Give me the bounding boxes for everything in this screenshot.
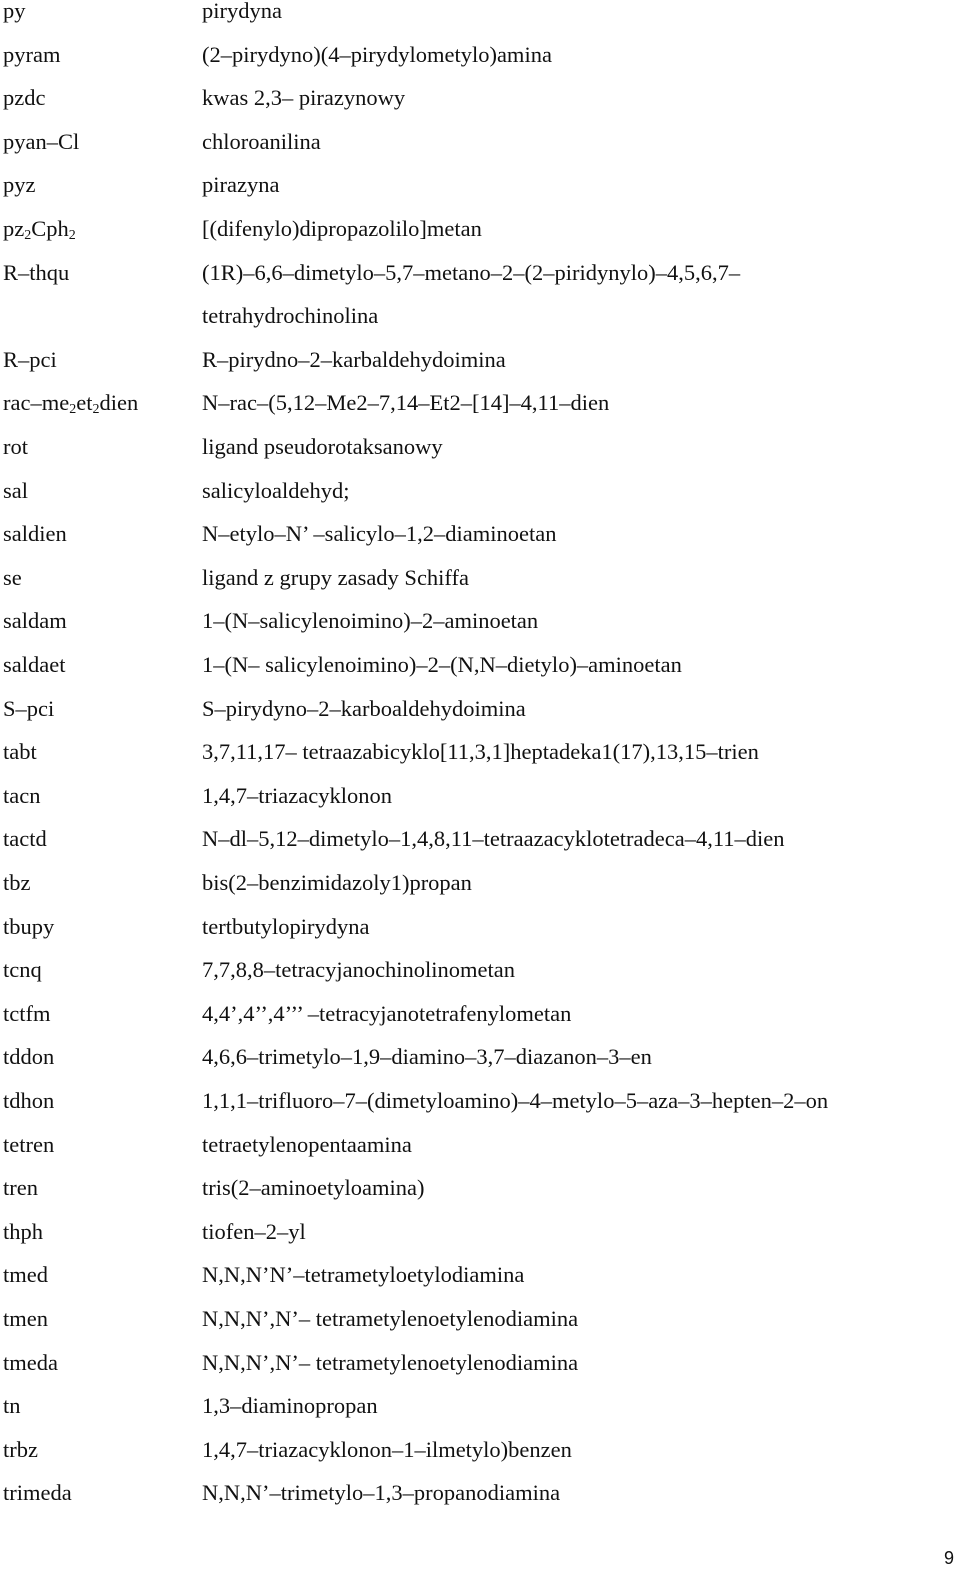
abbreviation-definition: pirazyna: [202, 172, 280, 198]
abbreviation-row: [0, 218, 960, 262]
abbreviation-term: tbz: [3, 870, 31, 895]
abbreviation-row: [0, 959, 960, 1003]
abbreviation-definition: 1,4,7–triazacyklonon–1–ilmetylo)benzen: [202, 1436, 572, 1462]
abbreviation-row: [0, 1177, 960, 1221]
abbreviation-row: [0, 0, 960, 44]
abbreviation-row: [0, 346, 960, 393]
abbreviation-term: se: [3, 564, 22, 590]
abbreviation-term: tcnq: [3, 957, 42, 983]
abbreviation-part: pz: [3, 216, 25, 241]
abbreviation-definition: [(difenylo)dipropazolilo]metan: [202, 216, 482, 241]
abbreviation-term: tren: [3, 1175, 38, 1201]
abbreviation-row: [0, 41, 960, 88]
abbreviation-term: saldaet: [3, 652, 66, 677]
abbreviation-part: Cph: [31, 216, 69, 241]
abbreviation-row: [0, 305, 960, 349]
abbreviation-row: [0, 87, 960, 131]
abbreviation-definition: N–rac–(5,12–Me2–7,14–Et2–[14]–4,11–dien: [202, 390, 610, 416]
page-number: 9: [944, 1548, 955, 1568]
abbreviation-term: tbupy: [3, 913, 55, 939]
abbreviation-term: sal: [3, 477, 28, 503]
abbreviation-term: pyz: [3, 172, 36, 198]
abbreviation-definition: 1–(N–salicylenoimino)–2–aminoetan: [202, 608, 539, 634]
subscript: 2: [24, 228, 32, 243]
abbreviation-term: [3, 216, 76, 243]
abbreviation-row: [0, 128, 960, 175]
abbreviation-term: pyan–Cl: [3, 128, 80, 154]
abbreviation-definition: N,N,N’,N’– tetrametylenoetylenodiamina: [202, 1306, 579, 1331]
abbreviation-term: saldien: [3, 521, 67, 547]
abbreviation-term: thph: [3, 1218, 44, 1244]
abbreviation-part: rac–me: [3, 390, 70, 416]
abbreviation-term: tactd: [3, 826, 47, 852]
abbreviation-definition: N,N,N’N’–tetrametyloetylodiamina: [202, 1262, 525, 1288]
abbreviation-definition: 1,1,1–trifluoro–7–(dimetyloamino)–4–metylo–5–aza–3–hepten–2–on: [202, 1088, 829, 1113]
abbreviation-term: tetren: [3, 1131, 55, 1157]
abbreviation-row: [0, 564, 960, 611]
abbreviation-definition: R–pirydno–2–karbaldehydoimina: [202, 346, 506, 372]
abbreviation-term: R–pci: [3, 346, 57, 372]
abbreviation-definition: salicyloaldehyd;: [202, 477, 350, 503]
abbreviation-term: tmeda: [3, 1349, 58, 1375]
abbreviation-row: [0, 174, 960, 218]
abbreviation-definition: 7,7,8,8–tetracyjanochinolinometan: [202, 957, 516, 983]
abbreviation-row: [0, 392, 960, 436]
abbreviation-definition: 1,4,7–triazacyklonon: [202, 782, 392, 808]
abbreviation-term: trimeda: [3, 1480, 72, 1506]
abbreviation-term: [3, 390, 139, 418]
abbreviation-row: [0, 654, 960, 698]
abbreviation-row: [0, 610, 960, 654]
abbreviation-term: rot: [3, 434, 28, 459]
abbreviation-row: [0, 477, 960, 524]
abbreviation-definition: N,N,N’,N’– tetrametylenoetylenodiamina: [202, 1349, 579, 1375]
abbreviation-definition: bis(2–benzimidazoly1)propan: [202, 870, 472, 895]
abbreviation-row: [0, 1046, 960, 1090]
abbreviation-definition: kwas 2,3– pirazynowy: [202, 85, 406, 111]
abbreviation-row: [0, 1349, 960, 1396]
abbreviation-definition: pirydyna: [202, 0, 282, 23]
abbreviation-row: [0, 1000, 960, 1047]
abbreviation-definition: N–etylo–N’ –salicylo–1,2–diaminoetan: [202, 521, 557, 547]
abbreviation-term: tddon: [3, 1044, 55, 1070]
abbreviation-definition: tertbutylopirydyna: [202, 913, 370, 939]
abbreviation-row: [0, 782, 960, 829]
abbreviation-term: py: [3, 0, 26, 23]
abbreviation-definition: 1,3–diaminopropan: [202, 1393, 378, 1419]
abbreviation-definition: tiofen–2–yl: [202, 1218, 306, 1244]
abbreviation-term: tn: [3, 1393, 21, 1419]
abbreviation-term: tabt: [3, 739, 37, 765]
abbreviation-definition: chloroanilina: [202, 128, 321, 154]
abbreviation-definition: N,N,N’–trimetylo–1,3–propanodiamina: [202, 1480, 561, 1506]
abbreviation-row: [0, 913, 960, 960]
abbreviation-definition: ligand z grupy zasady Schiffa: [202, 564, 470, 590]
abbreviation-row: [0, 1131, 960, 1178]
abbreviation-term: R–thqu: [3, 259, 70, 285]
abbreviation-definition: 4,6,6–trimetylo–1,9–diamino–3,7–diazanon–3–en: [202, 1044, 652, 1070]
abbreviation-term: tmed: [3, 1262, 48, 1288]
abbreviation-row: [0, 1308, 960, 1352]
abbreviation-term: S–pci: [3, 695, 55, 721]
abbreviation-term: tacn: [3, 782, 41, 808]
abbreviation-row: [0, 1436, 960, 1483]
abbreviation-definition: tetrahydrochinolina: [202, 303, 379, 329]
abbreviation-row: [0, 259, 960, 306]
abbreviation-definition: tris(2–aminoetyloamina): [202, 1175, 425, 1201]
abbreviation-term: trbz: [3, 1436, 38, 1462]
abbreviation-row: [0, 1482, 960, 1526]
abbreviation-definition: 4,4’,4’’,4’’’ –tetracyjanotetrafenylometan: [202, 1000, 572, 1026]
abbreviation-definition: 3,7,11,17– tetraazabicyklo[11,3,1]heptadeka1(17),13,15–trien: [202, 739, 759, 765]
abbreviation-row: [0, 828, 960, 872]
abbreviation-definition: (2–pirydyno)(4–pirydylometylo)amina: [202, 41, 552, 67]
abbreviation-definition: S–pirydyno–2–karboaldehydoimina: [202, 695, 526, 721]
abbreviation-row: [0, 1090, 960, 1134]
abbreviation-row: [0, 436, 960, 480]
subscript: 2: [92, 402, 100, 418]
abbreviation-definition: tetraetylenopentaamina: [202, 1131, 412, 1157]
abbreviation-part: et: [76, 390, 93, 416]
abbreviation-row: [0, 1218, 960, 1265]
abbreviation-definition: N–dl–5,12–dimetylo–1,4,8,11–tetraazacyklotetradeca–4,11–dien: [202, 826, 785, 852]
abbreviation-row: [0, 695, 960, 742]
abbreviation-row: [0, 523, 960, 567]
abbreviation-row: [0, 1264, 960, 1308]
subscript: 2: [68, 228, 76, 243]
abbreviation-row: [0, 741, 960, 785]
abbreviation-term: tdhon: [3, 1088, 55, 1113]
abbreviation-row: [0, 872, 960, 916]
abbreviation-term: pyram: [3, 41, 61, 67]
abbreviation-definition: ligand pseudorotaksanowy: [202, 434, 443, 459]
abbreviation-term: tmen: [3, 1306, 48, 1331]
abbreviation-row: [0, 1395, 960, 1439]
abbreviation-term: pzdc: [3, 85, 46, 111]
abbreviation-definition: (1R)–6,6–dimetylo–5,7–metano–2–(2–piridynylo)–4,5,6,7–: [202, 259, 741, 285]
subscript: 2: [69, 402, 77, 418]
abbreviation-term: tctfm: [3, 1000, 51, 1026]
abbreviation-part: dien: [99, 390, 139, 416]
abbreviation-term: saldam: [3, 608, 67, 634]
abbreviation-definition: 1–(N– salicylenoimino)–2–(N,N–dietylo)–aminoetan: [202, 652, 682, 677]
